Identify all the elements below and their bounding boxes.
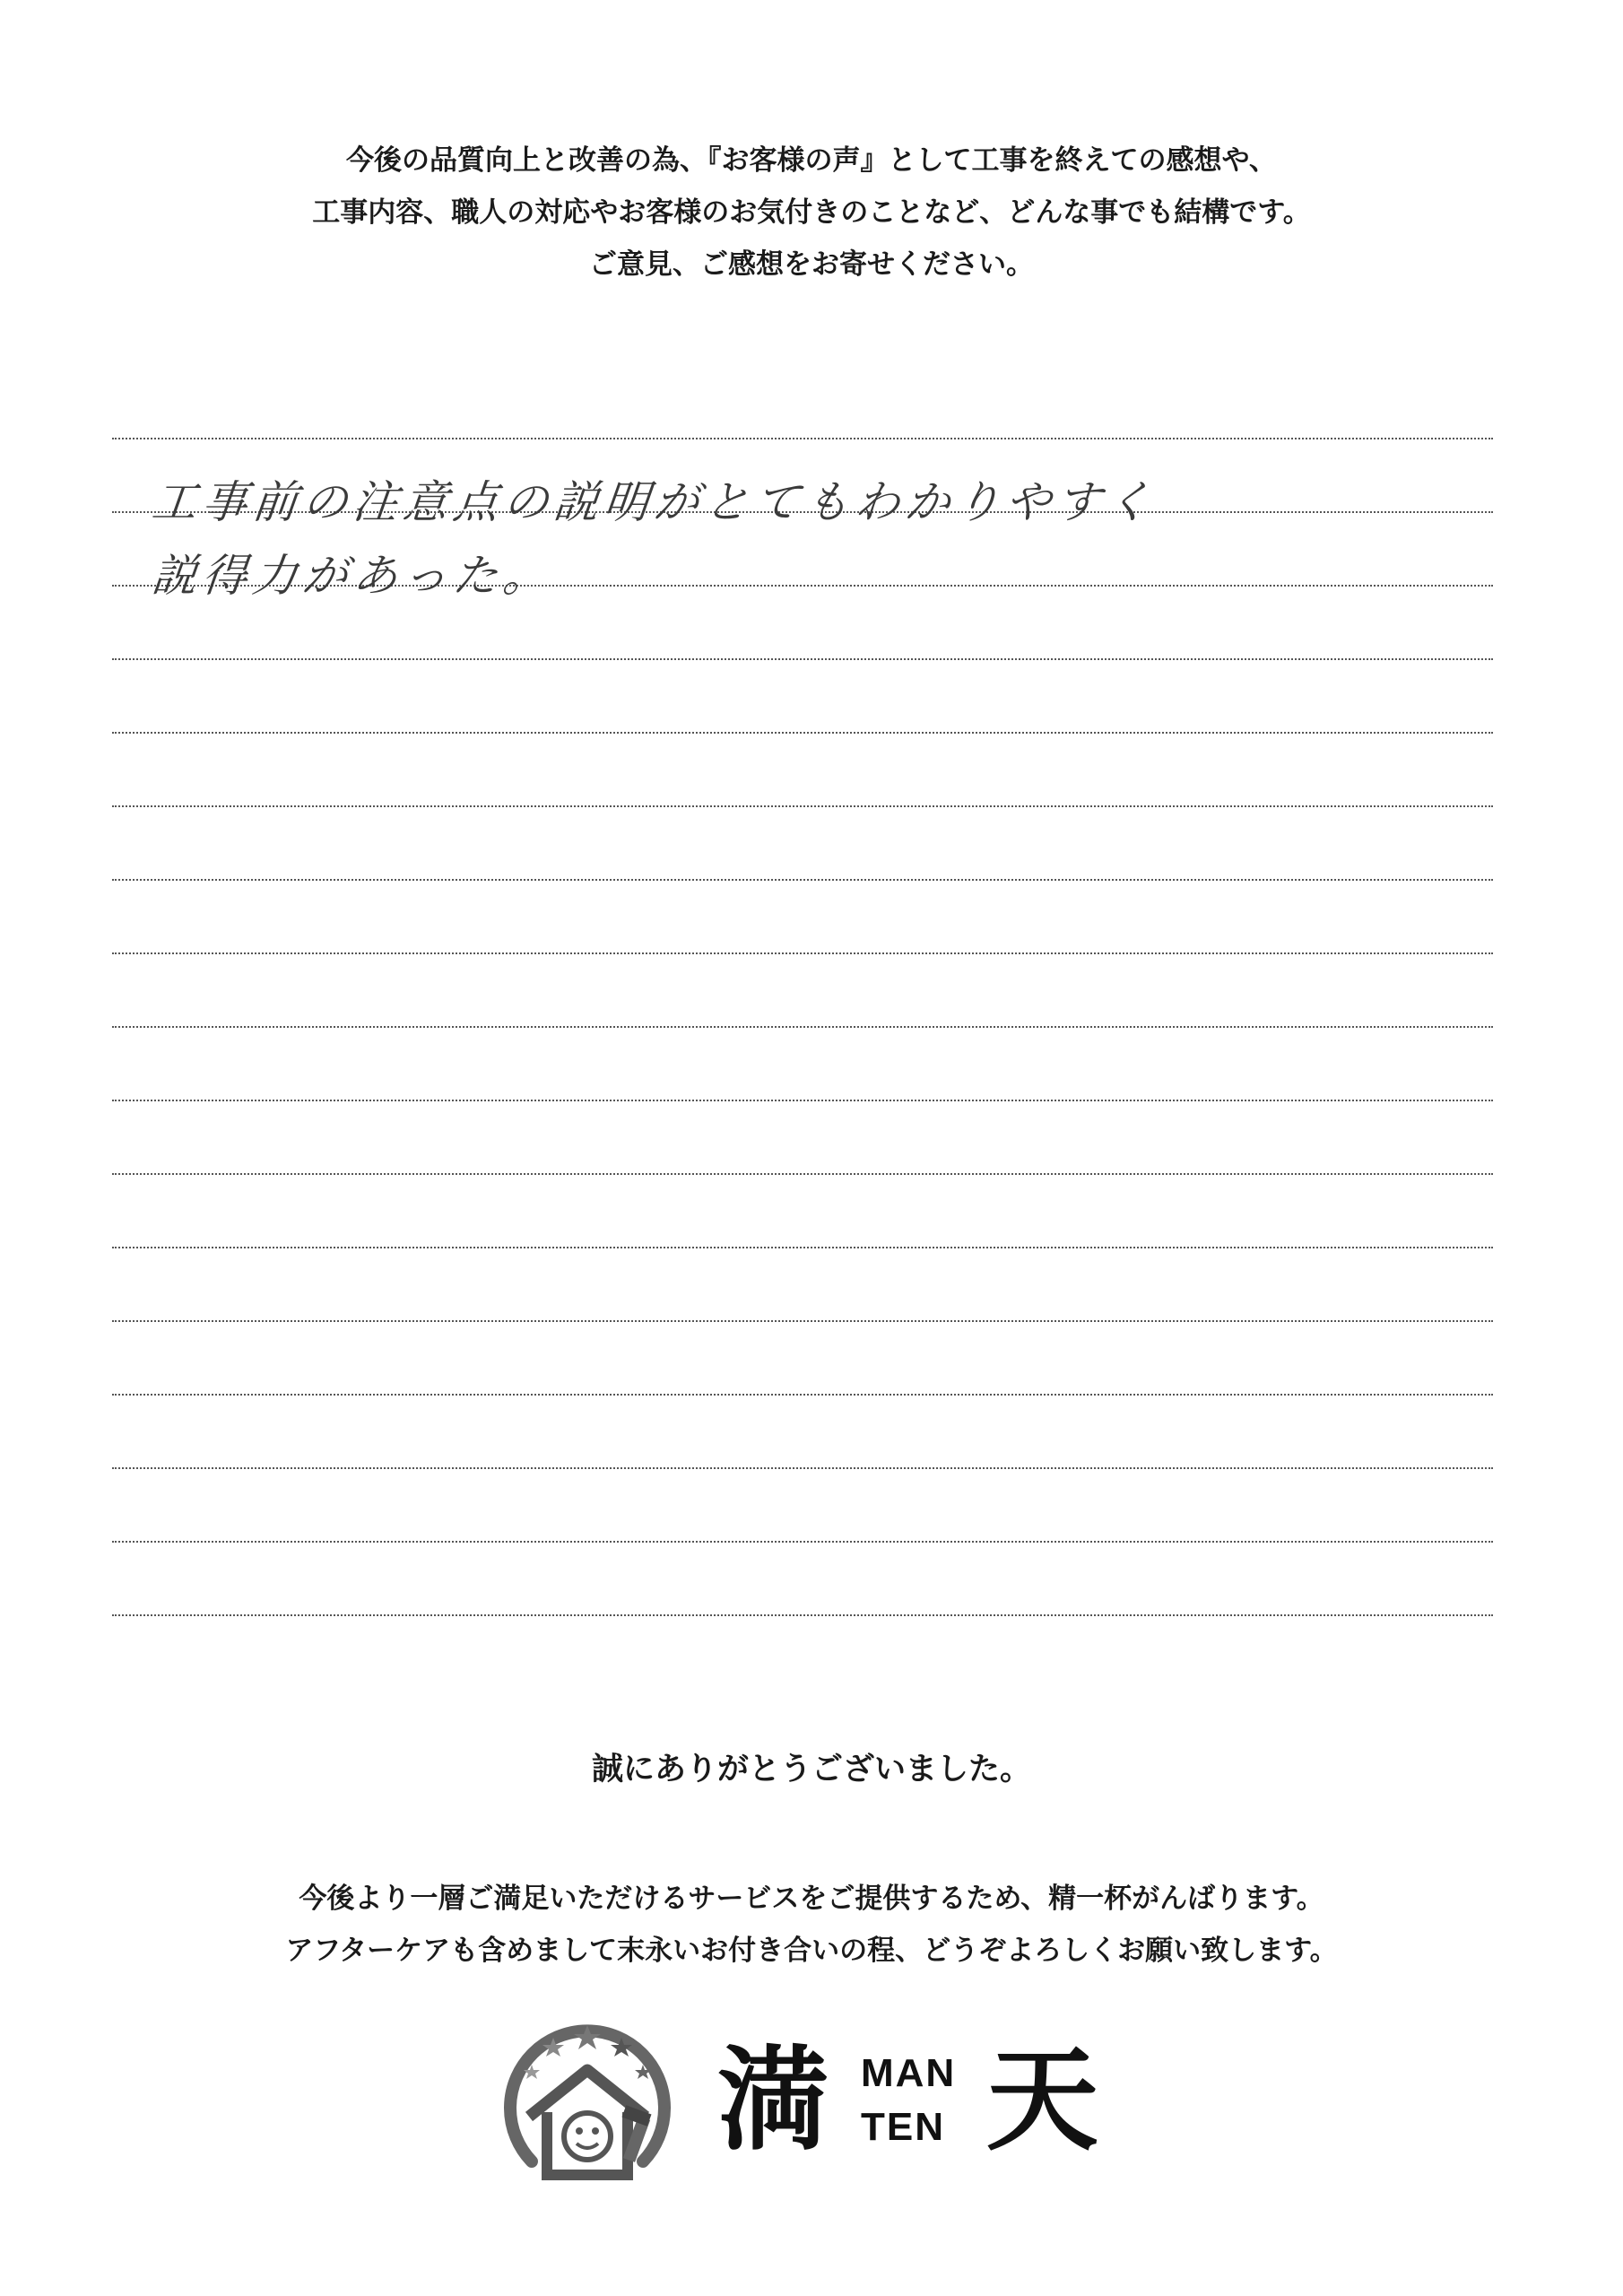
logo-kanji-man: 満 [717,2036,829,2166]
ruled-line [112,1173,1493,1175]
ruled-line [112,952,1493,954]
ruled-line [112,438,1493,439]
intro-line-1: 今後の品質向上と改善の為、『お客様の声』として工事を終えての感想や、 [346,144,1277,177]
ruled-line [112,658,1493,660]
intro-line-2: 工事内容、職人の対応やお客様のお気付きのことなど、どんな事でも結構です。 [312,196,1311,229]
manten-emblem-icon [498,2009,677,2188]
ruled-line [112,1467,1493,1469]
closing-text [0,1873,1623,1977]
ruled-line [112,1614,1493,1616]
ruled-line [112,805,1493,807]
ruled-line [112,1394,1493,1396]
thank-you-heading: 誠にありがとうございました。 [591,1752,1031,1787]
intro-text [0,135,1623,291]
handwritten-comment-line-2: 説得力があった。 [149,550,557,602]
logo-kanji-ten: 天 [986,2036,1098,2166]
handwritten-comment-line-1: 工事前の注意点の説明がとてもわかりやすく [149,476,1159,528]
ruled-line [112,1026,1493,1028]
logo-roman-man: MAN [861,2051,957,2095]
logo-roman-ten: TEN [861,2105,945,2149]
ruled-line [112,1320,1493,1322]
closing-line-1: 今後より一層ご満足いただけるサービスをご提供するため、精一杯がんばります。 [299,1883,1324,1915]
ruled-line [112,1247,1493,1248]
ruled-line [112,732,1493,734]
closing-line-2: アフターケアも含めまして末永いお付き合いの程、どうぞよろしくお願い致します。 [285,1935,1338,1967]
ruled-line [112,879,1493,881]
intro-line-3: ご意見、ご感想をお寄せください。 [589,248,1034,281]
ruled-line [112,1541,1493,1543]
ruled-line [112,1100,1493,1101]
